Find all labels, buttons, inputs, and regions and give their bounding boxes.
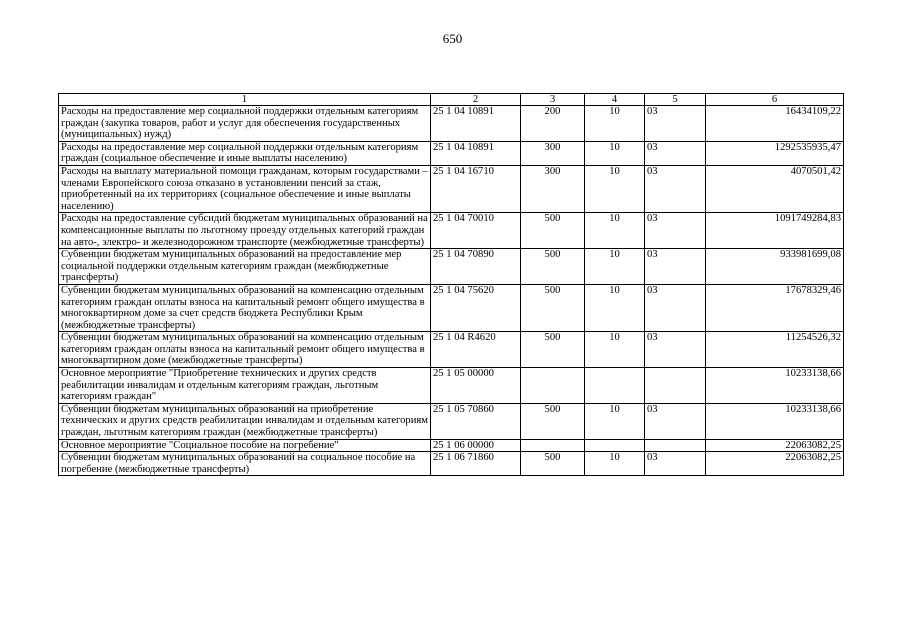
row-target-code: 25 1 04 75620 xyxy=(431,284,521,331)
row-target-code: 25 1 04 R4620 xyxy=(431,332,521,368)
row-section: 10 xyxy=(585,332,645,368)
row-expense-type: 500 xyxy=(521,249,585,285)
row-expense-type xyxy=(521,368,585,404)
row-target-code: 25 1 04 70010 xyxy=(431,213,521,249)
table-body xyxy=(59,106,844,476)
row-subsection: 03 xyxy=(645,249,706,285)
page-number: 650 xyxy=(442,31,463,46)
column-header-1: 1 xyxy=(59,94,431,106)
row-name: Расходы на предоставление субсидий бюджетам муниципальных образований на компенсационные выплаты по льготному проезду отдельных категорий граждан на авто-, электро- и железнодорожном транспорте (межбюджетные трансферты) xyxy=(59,213,431,249)
table-row xyxy=(59,106,844,142)
row-amount: 10233138,66 xyxy=(706,403,844,439)
row-subsection: 03 xyxy=(645,141,706,165)
row-name: Расходы на предоставление мер социальной поддержки отдельным категориям граждан (социальное обеспечение и иные выплаты населению) xyxy=(59,141,431,165)
row-expense-type: 500 xyxy=(521,213,585,249)
row-expense-type xyxy=(521,439,585,452)
row-name: Субвенции бюджетам муниципальных образований на предоставление мер социальной поддержки отдельным категориям граждан (межбюджетные трансферты) xyxy=(59,249,431,285)
row-target-code: 25 1 04 10891 xyxy=(431,141,521,165)
column-header-6: 6 xyxy=(706,94,844,106)
row-amount: 22063082,25 xyxy=(706,439,844,452)
column-header-2: 2 xyxy=(431,94,521,106)
row-target-code: 25 1 06 00000 xyxy=(431,439,521,452)
row-subsection: 03 xyxy=(645,106,706,142)
row-name: Расходы на выплату материальной помощи гражданам, которым государствами – членами Европейского союза отказано в установлении пенсий за стаж, приобретенный на их территориях (социальное обеспечение и иные выплаты населению) xyxy=(59,165,431,212)
row-amount: 1292535935,47 xyxy=(706,141,844,165)
row-target-code: 25 1 05 00000 xyxy=(431,368,521,404)
row-amount: 17678329,46 xyxy=(706,284,844,331)
table-row xyxy=(59,368,844,404)
row-target-code: 25 1 06 71860 xyxy=(431,452,521,476)
row-name: Субвенции бюджетам муниципальных образований на компенсацию отдельным категориям граждан оплаты взноса на капитальный ремонт общего имущества в многоквартирном доме за счет средств бюджета Республики Крым (межбюджетные трансферты) xyxy=(59,284,431,331)
table-row xyxy=(59,284,844,331)
table-row xyxy=(59,439,844,452)
row-section: 10 xyxy=(585,106,645,142)
row-name: Расходы на предоставление мер социальной поддержки отдельным категориям граждан (закупка товаров, работ и услуг для обеспечения государственных (муниципальных) нужд) xyxy=(59,106,431,142)
row-expense-type: 500 xyxy=(521,452,585,476)
table-row xyxy=(59,213,844,249)
row-amount: 10233138,66 xyxy=(706,368,844,404)
row-amount: 22063082,25 xyxy=(706,452,844,476)
row-subsection xyxy=(645,439,706,452)
row-amount: 16434109,22 xyxy=(706,106,844,142)
table-header xyxy=(59,94,844,106)
row-name: Субвенции бюджетам муниципальных образований на социальное пособие на погребение (межбюджетные трансферты) xyxy=(59,452,431,476)
row-section: 10 xyxy=(585,249,645,285)
row-name: Основное мероприятие "Приобретение технических и других средств реабилитации инвалидам и отдельным категориям граждан, льготным категориям граждан" xyxy=(59,368,431,404)
row-subsection: 03 xyxy=(645,332,706,368)
table-row xyxy=(59,332,844,368)
row-name: Субвенции бюджетам муниципальных образований на компенсацию отдельным категориям граждан оплаты взноса на капитальный ремонт общего имущества в многоквартирном доме (межбюджетные трансферты) xyxy=(59,332,431,368)
row-section xyxy=(585,439,645,452)
row-expense-type: 300 xyxy=(521,141,585,165)
row-expense-type: 500 xyxy=(521,284,585,331)
row-amount: 933981699,08 xyxy=(706,249,844,285)
row-section: 10 xyxy=(585,452,645,476)
row-subsection xyxy=(645,368,706,404)
column-header-3: 3 xyxy=(521,94,585,106)
row-section: 10 xyxy=(585,141,645,165)
table-row xyxy=(59,249,844,285)
row-subsection: 03 xyxy=(645,213,706,249)
row-section xyxy=(585,368,645,404)
row-section: 10 xyxy=(585,284,645,331)
row-subsection: 03 xyxy=(645,284,706,331)
row-expense-type: 500 xyxy=(521,332,585,368)
row-name: Основное мероприятие "Социальное пособие на погребение" xyxy=(59,439,431,452)
row-section: 10 xyxy=(585,165,645,212)
row-name: Субвенции бюджетам муниципальных образований на приобретение технических и других средств реабилитации инвалидам и отдельным категориям граждан, льготным категориям граждан (межбюджетные трансферты) xyxy=(59,403,431,439)
row-target-code: 25 1 05 70860 xyxy=(431,403,521,439)
column-header-4: 4 xyxy=(585,94,645,106)
table-row xyxy=(59,165,844,212)
row-target-code: 25 1 04 70890 xyxy=(431,249,521,285)
row-amount: 11254526,32 xyxy=(706,332,844,368)
row-subsection: 03 xyxy=(645,403,706,439)
column-header-5: 5 xyxy=(645,94,706,106)
row-expense-type: 200 xyxy=(521,106,585,142)
budget-table xyxy=(58,93,844,476)
row-section: 10 xyxy=(585,403,645,439)
row-subsection: 03 xyxy=(645,165,706,212)
row-subsection: 03 xyxy=(645,452,706,476)
table-row xyxy=(59,403,844,439)
row-amount: 1091749284,83 xyxy=(706,213,844,249)
table-row xyxy=(59,141,844,165)
table-row xyxy=(59,452,844,476)
row-target-code: 25 1 04 16710 xyxy=(431,165,521,212)
row-section: 10 xyxy=(585,213,645,249)
row-expense-type: 500 xyxy=(521,403,585,439)
row-target-code: 25 1 04 10891 xyxy=(431,106,521,142)
header-row xyxy=(59,94,844,106)
row-expense-type: 300 xyxy=(521,165,585,212)
row-amount: 4070501,42 xyxy=(706,165,844,212)
